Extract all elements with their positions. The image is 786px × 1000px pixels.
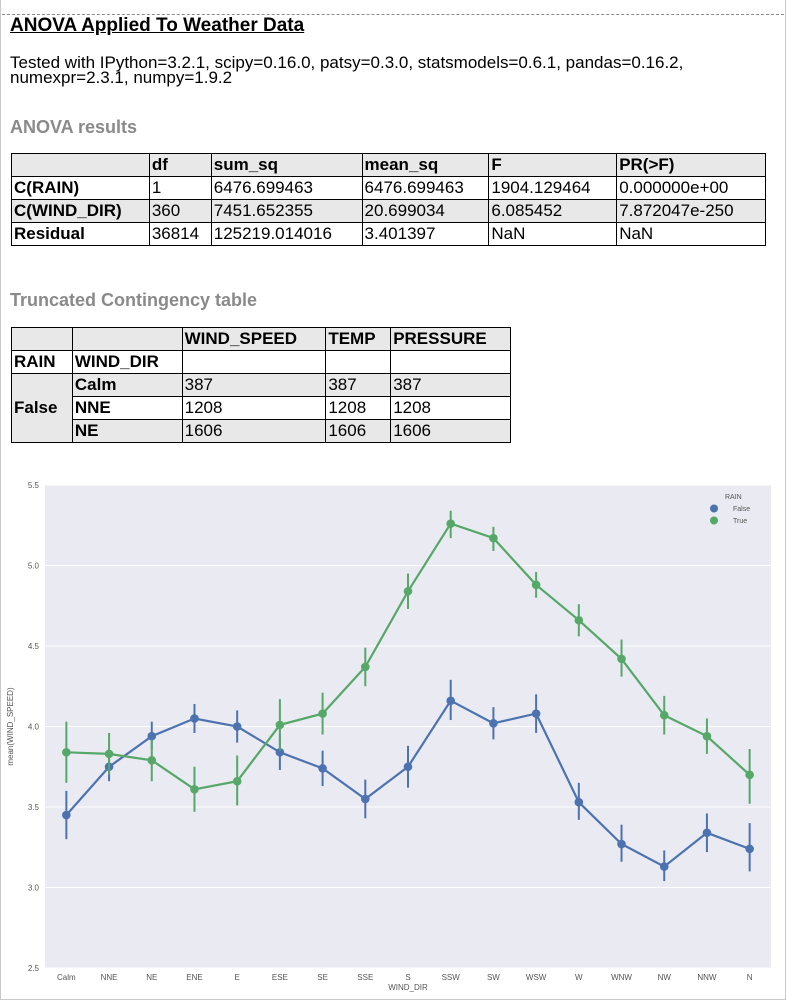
data-point <box>703 828 712 837</box>
header-cell: PRESSURE <box>391 328 511 351</box>
data-point <box>147 756 156 765</box>
x-tick-label: NNE <box>100 973 118 982</box>
x-tick-label: S <box>405 973 411 982</box>
data-point <box>62 811 71 820</box>
data-point <box>660 711 669 720</box>
data-point <box>233 722 242 731</box>
table-cell: NaN <box>489 223 617 246</box>
wind-speed-chart <box>0 470 786 1000</box>
data-point <box>276 721 285 730</box>
table-cell <box>391 351 511 374</box>
legend-marker <box>710 517 718 525</box>
x-tick-label: WSW <box>525 973 547 982</box>
data-point <box>575 798 584 807</box>
y-tick-label: 5.5 <box>27 481 39 490</box>
header-cell <box>12 154 150 177</box>
x-tick-label: SE <box>317 973 328 982</box>
x-tick-label: NW <box>657 973 671 982</box>
table-cell: 6476.699463 <box>362 177 489 200</box>
row-label: Residual <box>12 223 150 246</box>
data-point <box>745 845 754 854</box>
data-point <box>361 795 370 804</box>
data-point <box>233 777 242 786</box>
data-point <box>190 785 199 794</box>
table-cell: 36814 <box>149 223 211 246</box>
y-tick-label: 5.0 <box>27 561 39 571</box>
table-row <box>12 420 511 443</box>
data-point <box>617 655 626 664</box>
contingency-heading: Truncated Contingency table <box>10 290 258 310</box>
index-name: WIND_DIR <box>72 351 182 374</box>
x-tick-label: ESE <box>271 973 288 982</box>
table-cell: 6476.699463 <box>211 177 362 200</box>
row-label: NE <box>72 420 182 443</box>
row-label: NNE <box>72 397 182 420</box>
data-point <box>532 581 541 590</box>
group-label: False <box>12 374 73 443</box>
row-label: C(WIND_DIR) <box>12 200 150 223</box>
y-tick-label: 4.5 <box>27 642 39 651</box>
data-point <box>361 663 370 672</box>
header-cell: PR(>F) <box>617 154 766 177</box>
y-tick-label: 4.0 <box>27 722 39 732</box>
header-cell: sum_sq <box>211 154 362 177</box>
x-tick-label: SSW <box>441 973 460 982</box>
index-name: RAIN <box>12 351 73 374</box>
data-point <box>318 709 327 718</box>
data-point <box>703 732 712 741</box>
x-tick-label: Calm <box>57 973 76 982</box>
header-cell: df <box>149 154 211 177</box>
data-point <box>446 519 455 528</box>
legend-entry: False <box>733 506 751 513</box>
table-cell: 360 <box>149 200 211 223</box>
data-point <box>404 587 413 596</box>
data-point <box>62 748 71 757</box>
data-point <box>318 764 327 773</box>
header-cell: F <box>489 154 617 177</box>
x-tick-label: ENE <box>186 973 203 982</box>
table-row <box>12 397 511 420</box>
data-point <box>745 771 754 780</box>
table-cell: 387 <box>391 374 511 397</box>
table-row <box>12 223 766 246</box>
data-point <box>575 616 584 625</box>
table-row <box>12 374 511 397</box>
y-axis-label: mean(WIND_SPEED) <box>6 687 15 766</box>
x-tick-label: W <box>575 973 583 982</box>
table-cell: 6.085452 <box>489 200 617 223</box>
data-point <box>190 714 199 723</box>
x-tick-label: SW <box>486 973 500 982</box>
x-tick-label: E <box>234 973 240 982</box>
version-info: Tested with IPython=3.2.1, scipy=0.16.0, patsy=0.3.0, statsmodels=0.6.1, pandas=0.16.2, numexpr=2.3.1, numpy=1.9.2 <box>10 53 684 87</box>
table-row <box>12 177 766 200</box>
table-header-row <box>12 328 511 351</box>
table-cell: 387 <box>326 374 391 397</box>
header-cell: TEMP <box>326 328 391 351</box>
data-point <box>147 732 156 741</box>
table-cell: 7451.652355 <box>211 200 362 223</box>
anova-heading: ANOVA results <box>10 117 138 137</box>
table-cell: NaN <box>617 223 766 246</box>
legend-title: RAIN <box>725 494 742 501</box>
data-point <box>105 750 114 759</box>
table-cell: 1606 <box>326 420 391 443</box>
y-tick-label: 3.0 <box>27 883 39 893</box>
legend-entry: True <box>733 518 748 525</box>
table-row <box>12 200 766 223</box>
contingency-table <box>11 327 511 443</box>
index-names-row <box>12 351 511 374</box>
x-tick-label: NE <box>146 973 158 982</box>
table-cell: 125219.014016 <box>211 223 362 246</box>
header-cell: mean_sq <box>362 154 489 177</box>
row-label: C(RAIN) <box>12 177 150 200</box>
data-point <box>446 696 455 705</box>
table-cell: 387 <box>182 374 326 397</box>
header-cell <box>72 328 182 351</box>
y-tick-label: 2.5 <box>27 964 39 973</box>
x-tick-label: NNW <box>697 973 717 982</box>
data-point <box>489 534 498 543</box>
table-cell: 1606 <box>391 420 511 443</box>
table-cell: 1904.129464 <box>489 177 617 200</box>
table-cell: 1 <box>149 177 211 200</box>
x-tick-label: N <box>746 973 753 982</box>
y-tick-label: 3.5 <box>27 803 39 812</box>
x-tick-label: WNW <box>611 973 632 982</box>
header-cell: WIND_SPEED <box>182 328 326 351</box>
data-point <box>617 840 626 849</box>
x-axis-label: WIND_DIR <box>388 983 428 992</box>
table-header-row <box>12 154 766 177</box>
header-cell <box>12 328 73 351</box>
page-title: ANOVA Applied To Weather Data <box>10 15 305 36</box>
data-point <box>532 709 541 718</box>
data-point <box>404 762 413 771</box>
table-cell: 3.401397 <box>362 223 489 246</box>
data-point <box>489 719 498 728</box>
data-point <box>660 862 669 871</box>
row-label: Calm <box>72 374 182 397</box>
table-cell: 1208 <box>326 397 391 420</box>
table-cell: 1606 <box>182 420 326 443</box>
table-cell: 7.872047e-250 <box>617 200 766 223</box>
table-cell: 1208 <box>391 397 511 420</box>
legend-marker <box>710 505 718 513</box>
table-cell: 1208 <box>182 397 326 420</box>
table-cell <box>182 351 326 374</box>
x-tick-label: SSE <box>357 973 374 982</box>
table-cell: 20.699034 <box>362 200 489 223</box>
anova-table <box>11 153 766 246</box>
table-cell <box>326 351 391 374</box>
table-cell: 0.000000e+00 <box>617 177 766 200</box>
